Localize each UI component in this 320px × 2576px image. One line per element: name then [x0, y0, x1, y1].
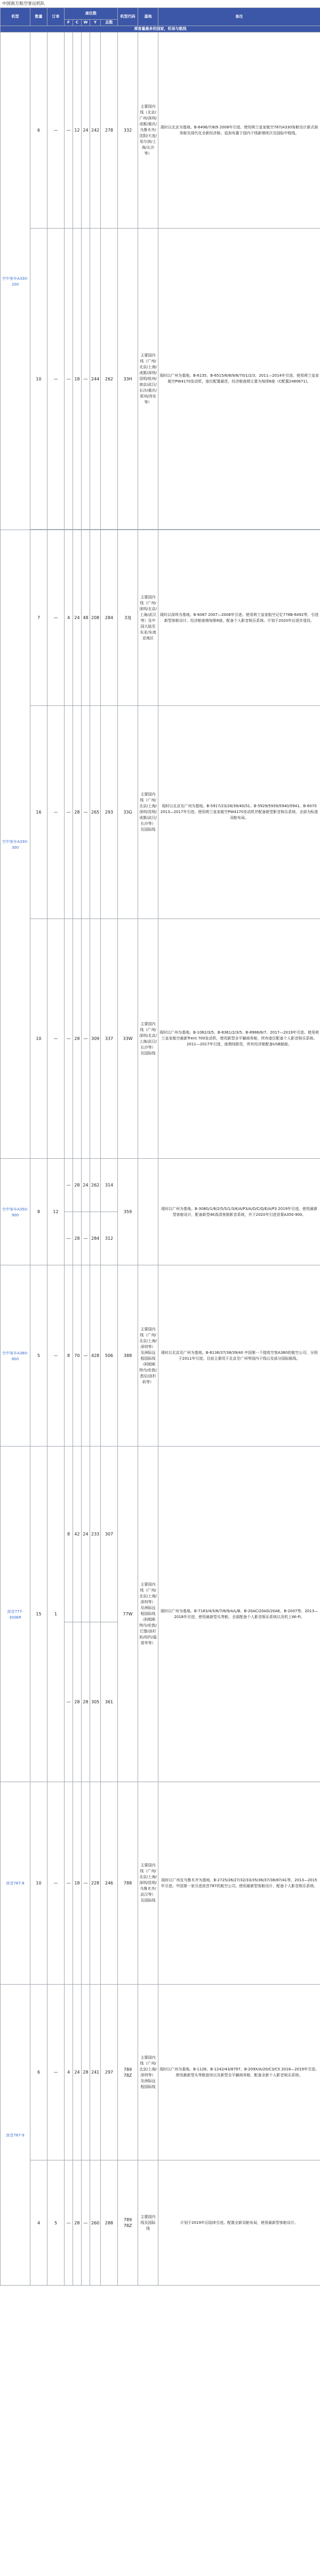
- w-seats-cell: 24: [82, 32, 90, 229]
- count-cell: 6: [30, 32, 47, 229]
- f-seats-cell: 4: [65, 1985, 73, 2160]
- table-row: [1, 1265, 320, 1447]
- f-seats-cell: —: [65, 1159, 73, 1212]
- subheading-row: [1, 26, 320, 32]
- order-cell: —: [47, 229, 65, 530]
- w-seats-cell: 48: [82, 530, 90, 706]
- table-row: [1, 1782, 320, 1985]
- notes-cell: 现时以广州为基地。B-6135、B-6515/6/8/9/6/70/1/2/3，2011—2014年引进。使用荷兰皇家航空PW4170发动机，座位配置最佳，经济舱座椅主要为每排8座（C配置2480671)。: [158, 229, 320, 530]
- c-seats-cell: 42: [73, 1447, 82, 1622]
- order-cell: —: [47, 1265, 65, 1447]
- base-cell: 主要国内线（广州/北京/上海/深圳/昆明/乌鲁木齐/武汉等）及国际线: [138, 1782, 158, 1985]
- notes-cell: 现时以广州为基地。B-1062/3/5、B-8361/2/3/5、B-8986/6/7。2017—2019年引进。使用荷兰皇家航空最新Trent 700发动机，使用新型全平躺商务舱，所有座位配备个人影音娱乐系统。2011—2017年引进，座椅间距佳，所有经济舱配备USB插座。: [158, 919, 320, 1159]
- total-seats-cell: 312: [101, 1212, 118, 1265]
- order-cell: 1: [47, 1447, 65, 1782]
- f-seats-cell: 8: [65, 1447, 73, 1622]
- w-seats-cell: —: [82, 2160, 90, 2286]
- total-seats-cell: 307: [101, 1447, 118, 1622]
- aircraft-link[interactable]: 波音787-8: [6, 1881, 25, 1886]
- w-seats-cell: —: [82, 706, 90, 919]
- y-seats-cell: 244: [90, 229, 101, 530]
- subheading: 乘客量最多的国家，机场与航线: [1, 26, 320, 32]
- table-row: [1, 2160, 320, 2286]
- order-cell: —: [47, 706, 65, 919]
- c-seats-cell: 18: [73, 1782, 82, 1985]
- code-cell: 332: [118, 32, 138, 229]
- w-seats-cell: —: [82, 1265, 90, 1447]
- notes-cell: 现时以北京为基地。B-6496/7/8/9 2008年引进。使用荷兰皇家航空787/A330客舱设计新式商务舱及现代化全新经济舱。追加布置于国内干线新增班次及国际中程线。: [158, 32, 320, 229]
- count-cell: 10: [30, 1782, 47, 1985]
- code-cell: 33G: [118, 706, 138, 919]
- model-cell: [1, 1159, 30, 1265]
- header-seats: 座位数: [65, 8, 118, 20]
- table-row: [1, 706, 320, 919]
- count-cell: 10: [30, 919, 47, 1159]
- total-seats-cell: 297: [101, 1985, 118, 2160]
- count-cell: 16: [30, 706, 47, 919]
- order-cell: —: [47, 1782, 65, 1985]
- notes-cell: 现时以广州为基地。B-1126、B-1242/43/8797、B-209X/A/20/C3/C5 2018—2019年引进。使用最新型头等舱套房以及新型全平躺商务舱，配备全新个人影音娱乐系统。: [158, 1985, 320, 2160]
- notes-cell: 现时以北京及广州为基地。B-6136/37/38/39/40 中国第一个接收空客A380的航空公司，分别于2011年引进。目前主要用于北京至广州等国内干线以及部分国际航线。: [158, 1265, 320, 1447]
- count-cell: 4: [30, 2160, 47, 2286]
- order-cell: —: [47, 530, 65, 706]
- code-cell: 33H: [118, 229, 138, 530]
- notes-cell: 现时以广州为基地。B-7183/4/5/6/7/8/9/A/L/B、B-20AC/20AD/20AE、B-2007等。2013—2018年引进。使用最新型头等舱，全部配备个人影音娱乐系统以及机上Wi-Fi。: [158, 1447, 320, 1782]
- base-cell: 主要国内线（广州/北京/上海/深圳/昆明/成都/武汉/长沙等）及国际线: [138, 706, 158, 919]
- code-cell: 359: [118, 1159, 138, 1265]
- table-row: [1, 919, 320, 1159]
- aircraft-link[interactable]: 波音777-300ER: [7, 1609, 23, 1620]
- table-row: [1, 1447, 320, 1622]
- notes-cell: 现时以广州为基地。B-308G/1/8/2/5/5/1/3/K/A/P3/A/O/C/Q/E/A/P3 2019年引进。使用最新型客舱设计，配备新型4K高清客舱影音系统，并于2020年引进首架A350-900。: [158, 1159, 320, 1265]
- model-cell: [1, 1782, 30, 1985]
- f-seats-cell: —: [65, 1782, 73, 1985]
- code-cell: 77W: [118, 1447, 138, 1782]
- y-seats-cell: 265: [90, 706, 101, 919]
- total-seats-cell: 246: [101, 1782, 118, 1985]
- w-seats-cell: 28: [82, 1622, 90, 1782]
- count-cell: 15: [30, 1447, 47, 1782]
- model-cell: [1, 530, 30, 1159]
- total-seats-cell: 278: [101, 32, 118, 229]
- code-cell: 33W: [118, 919, 138, 1159]
- c-seats-cell: 28: [73, 2160, 82, 2286]
- aircraft-link[interactable]: 波音787-9: [6, 2133, 25, 2138]
- model-cell: [1, 1265, 30, 1447]
- c-seats-cell: 70: [73, 1265, 82, 1447]
- header-w: W: [82, 20, 90, 26]
- header-y: Y: [90, 20, 101, 26]
- w-seats-cell: 24: [82, 1447, 90, 1622]
- total-seats-cell: 262: [101, 229, 118, 530]
- code-cell: 789 78Z: [118, 1985, 138, 2160]
- total-seats-cell: 284: [101, 530, 118, 706]
- y-seats-cell: 242: [90, 32, 101, 229]
- f-seats-cell: —: [65, 1622, 73, 1782]
- total-seats-cell: 293: [101, 706, 118, 919]
- count-cell: 10: [30, 229, 47, 530]
- w-seats-cell: —: [82, 1212, 90, 1265]
- total-seats-cell: 337: [101, 919, 118, 1159]
- table-row: [1, 1985, 320, 2160]
- aircraft-link[interactable]: 空中客车A330-200: [2, 276, 28, 287]
- c-seats-cell: 28: [73, 1622, 82, 1782]
- w-seats-cell: —: [82, 919, 90, 1159]
- table-row: [1, 229, 320, 530]
- code-cell: 788: [118, 1782, 138, 1985]
- order-cell: —: [47, 32, 65, 229]
- header-base: 基地: [138, 8, 158, 26]
- table-row: [1, 1159, 320, 1212]
- table-caption: 中国南方航空客运机队: [2, 1, 45, 6]
- f-seats-cell: —: [65, 32, 73, 229]
- f-seats-cell: —: [65, 919, 73, 1159]
- header-order: 订单: [47, 8, 65, 26]
- aircraft-link[interactable]: 空中客车A380-800: [2, 1351, 28, 1361]
- base-cell: 主要国内线（北京/广州/深圳/成都/重庆/乌鲁木齐/沈阳/大连/哈尔滨/上海/长沙等）: [138, 32, 158, 229]
- header-model: 机型: [1, 8, 30, 26]
- f-seats-cell: —: [65, 1212, 73, 1265]
- y-seats-cell: 260: [90, 2160, 101, 2286]
- aircraft-link[interactable]: 空中客车A350-900: [2, 1207, 28, 1217]
- notes-cell: 现时以深圳为基地。B-6087 2007—2008年引进。使用荷兰皇家航空记忆776B-6492等，引进新型客舱设计。经济舱座椅每排8座，配备个人影音娱乐系统。计划于2020年后逐步退役。: [158, 530, 320, 706]
- w-seats-cell: —: [82, 1782, 90, 1985]
- c-seats-cell: 28: [73, 706, 82, 919]
- c-seats-cell: 24: [73, 530, 82, 706]
- order-cell: —: [47, 1985, 65, 2160]
- w-seats-cell: 28: [82, 1985, 90, 2160]
- y-seats-cell: 262: [90, 1159, 101, 1212]
- w-seats-cell: 24: [82, 1159, 90, 1212]
- table-row: [1, 32, 320, 229]
- code-cell: 789 78Z: [118, 2160, 138, 2286]
- c-seats-cell: 12: [73, 32, 82, 229]
- model-cell: [1, 1985, 30, 2286]
- y-seats-cell: 208: [90, 530, 101, 706]
- code-cell: 388: [118, 1265, 138, 1447]
- code-cell: 33J: [118, 530, 138, 706]
- c-seats-cell: 24: [73, 1985, 82, 2160]
- fleet-table: [0, 7, 320, 2286]
- f-seats-cell: —: [65, 706, 73, 919]
- header-c: C: [73, 20, 82, 26]
- y-seats-cell: 428: [90, 1265, 101, 1447]
- y-seats-cell: 233: [90, 1447, 101, 1622]
- base-cell: [138, 1159, 158, 1265]
- base-cell: 主要国内线及国际线: [138, 2160, 158, 2286]
- total-seats-cell: 288: [101, 2160, 118, 2286]
- total-seats-cell: 361: [101, 1622, 118, 1782]
- model-cell: [1, 32, 30, 530]
- header-notes: 备注: [158, 8, 320, 26]
- c-seats-cell: 18: [73, 229, 82, 530]
- f-seats-cell: 4: [65, 530, 73, 706]
- y-seats-cell: 228: [90, 1782, 101, 1985]
- order-cell: 12: [47, 1159, 65, 1265]
- count-cell: 6: [30, 1985, 47, 2160]
- header-count: 数量: [30, 8, 47, 26]
- aircraft-link[interactable]: 空中客车A330-300: [2, 839, 28, 850]
- model-cell: [1, 1447, 30, 1782]
- base-cell: 主要国内线（广州/北京/上海/成都/深圳/昆明/杭州/南京/武汉/长沙/重庆/郑州/西安等）: [138, 229, 158, 530]
- table-row: [1, 530, 320, 706]
- base-cell: 主要国内线（广州/北京/上海/深圳等）及洲际远程国际线（阿姆斯特丹/伦敦/悉尼/洛杉矶等）: [138, 1265, 158, 1447]
- c-seats-cell: 28: [73, 1159, 82, 1212]
- w-seats-cell: —: [82, 229, 90, 530]
- total-seats-cell: 506: [101, 1265, 118, 1447]
- count-cell: 8: [30, 1159, 47, 1265]
- f-seats-cell: —: [65, 229, 73, 530]
- base-cell: 主要国内线（广州/深圳/北京/上海/武汉/长沙等）及国际线: [138, 919, 158, 1159]
- y-seats-cell: 284: [90, 1212, 101, 1265]
- f-seats-cell: —: [65, 2160, 73, 2286]
- f-seats-cell: 8: [65, 1265, 73, 1447]
- c-seats-cell: 28: [73, 1212, 82, 1265]
- order-cell: 5: [47, 2160, 65, 2286]
- notes-cell: 现时以广州及乌鲁木齐为基地。B-2725/26/27/32/33/35/36/37/38/87/41等。2013—2015年引进。中国第一家引进波音787的航空公司。使用最新型客舱设计，配备个人影音娱乐系统。: [158, 1782, 320, 1985]
- base-cell: 主要国内线（广州/北京/上海/深圳等）及洲际远程国际线: [138, 1985, 158, 2160]
- header-total: 总数: [101, 20, 118, 26]
- notes-cell: 计划于2019年后陆续引进。配置全新双舱布局，使用最新型客舱设计。: [158, 2160, 320, 2286]
- y-seats-cell: 305: [90, 1622, 101, 1782]
- header-f: F: [65, 20, 73, 26]
- total-seats-cell: 314: [101, 1159, 118, 1212]
- y-seats-cell: 241: [90, 1985, 101, 2160]
- header-row: [1, 8, 320, 20]
- base-cell: 主要国内线（广州/北京/上海/深圳等）及洲际远程国际线（阿姆斯特丹/伦敦/巴黎/洛杉矶/纽约/温哥华等）: [138, 1447, 158, 1782]
- c-seats-cell: 28: [73, 919, 82, 1159]
- count-cell: 5: [30, 1265, 47, 1447]
- header-code: 机型代码: [118, 8, 138, 26]
- notes-cell: 现时以北京及广州为基地。B-5917/23/28/39/40/51、B-5929/5939/5940/5941、B-6070 2013—2017年引进。使用荷兰皇家航空PW4170发动机并配备新型影音娱乐系统。全部为标准双舱布局。: [158, 706, 320, 919]
- base-cell: 主要国内线（广州/深圳/北京/上海/武汉等）及中国大陆至东亚/东南亚地区: [138, 530, 158, 706]
- count-cell: 7: [30, 530, 47, 706]
- y-seats-cell: 309: [90, 919, 101, 1159]
- order-cell: —: [47, 919, 65, 1159]
